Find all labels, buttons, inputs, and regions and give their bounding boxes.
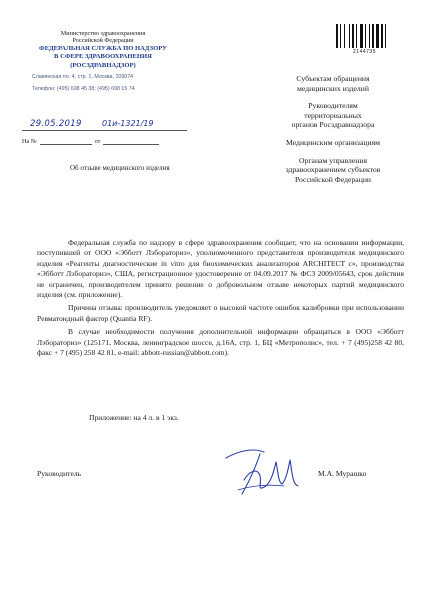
addressee-group: [262, 101, 404, 130]
body-paragraph: Федеральная служба по надзору в сфере здравоохранения сообщает, что на основании информации, поступившей от ООО «Эбботт Лэбораториз», уполномоченного представителя производителя медицинского изделия «Реагенты диагностические in vitro для биохимических анализаторов ARCHITECT c», производства «Эбботт Лэбораториз», США, регистрационное удостоверение от 04.09.2017 № ФСЗ 2009/05643, срок действия не ограничен, производителем принято решение о добровольном отзыве некоторых партий медицинского изделия (см. приложение).: [37, 238, 404, 300]
ministry-name-line1: Министерство здравоохранения: [60, 30, 146, 37]
attachment-note: Приложение: на 4 л. в 1 экз.: [89, 413, 179, 422]
addressee-line: медицинских изделий: [297, 83, 369, 93]
addressee-group: [262, 138, 404, 148]
signatory-title: Руководитель: [37, 469, 82, 478]
agency-phone: Телефон: (495) 698 45 38; (495) 698 15 74: [32, 86, 135, 93]
reference-number-blank: [40, 138, 92, 145]
ministry-name-line2: Российской Федерации: [72, 37, 134, 44]
addressee-line: Органам управления: [298, 155, 368, 165]
reference-ot-label: от: [94, 138, 101, 145]
barcode: [336, 24, 393, 55]
letter-body: [37, 238, 404, 358]
letterhead: [22, 30, 184, 94]
barcode-bars: [336, 24, 393, 48]
addressee-line: здравоохранением субъектов: [285, 165, 381, 175]
agency-name-line1: ФЕДЕРАЛЬНАЯ СЛУЖБА ПО НАДЗОРУ: [39, 45, 167, 52]
agency-address: Славянская пл. 4, стр. 1, Москва, 109074: [32, 74, 134, 81]
reference-date-blank: [103, 138, 159, 145]
addressee-group: [262, 74, 404, 93]
agency-name-line3: (РОСЗДРАВНАДЗОР): [70, 61, 136, 69]
body-paragraph: В случае необходимости получения дополнительной информации обращаться в ООО «Эбботт Лэбораториз» (125171, Москва, ленинградское шоссе, д.16А, стр. 1, БЦ «Метрополис», тел. + 7 (495)258 42 80, факс + 7 (495) 258 42 81, e-mail: abbott-russian@abbott.com).: [37, 327, 404, 358]
reference-na-label: На №: [22, 138, 37, 145]
addressee-line: Медицинским организациям: [285, 137, 381, 147]
barcode-number: 2144735: [353, 49, 376, 55]
addressee-line: Субъектам обращения: [296, 74, 370, 83]
handwritten-date: 29.05.2019: [30, 119, 82, 129]
body-paragraph: Причина отзыва: производитель уведомляет о высокой частоте ошибок калибровки при использовании Ревматоидный фактор (Quantia RF).: [37, 303, 404, 323]
addressee-line: территориальных: [304, 110, 362, 120]
barcode-bar: [385, 24, 386, 48]
reference-line: [22, 138, 192, 145]
agency-name-line2: В СФЕРЕ ЗДРАВООХРАНЕНИЯ: [54, 53, 152, 61]
signatory-name: М.А. Мурашко: [318, 469, 367, 478]
registration-rule: [22, 130, 187, 131]
addressee-line: Российской Федерации: [294, 174, 372, 184]
handwritten-signature: [220, 440, 302, 500]
registration-line: [22, 121, 192, 135]
addressee-group: [262, 156, 404, 185]
handwritten-number: 01и-1321/19: [102, 119, 154, 128]
letter-subject: Об отзыве медицинского изделия: [70, 164, 170, 172]
addressee-line: Руководителям: [308, 101, 358, 111]
addressee-line: органов Росздравнадзора: [291, 120, 375, 130]
addressee-block: [262, 74, 404, 192]
